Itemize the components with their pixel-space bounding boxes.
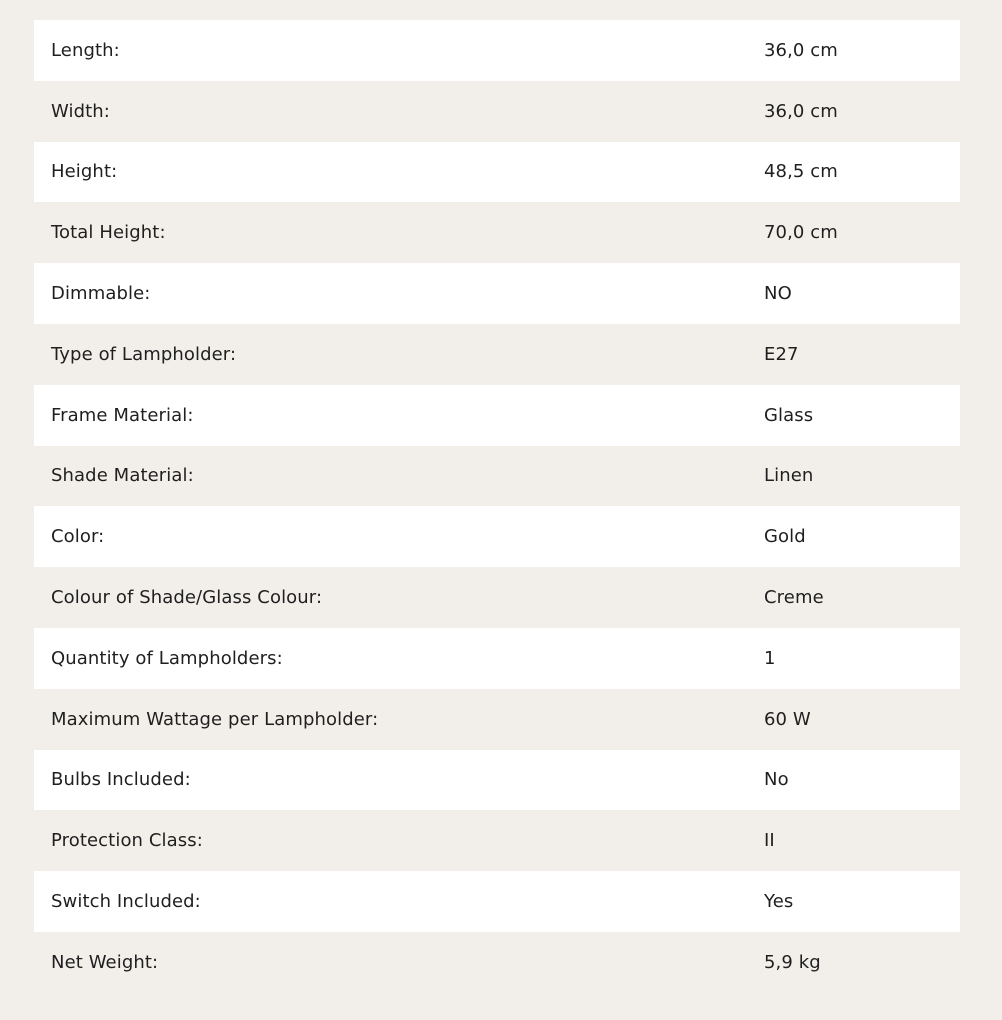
spec-value: Gold (764, 526, 806, 548)
spec-row-frame-material (34, 385, 960, 446)
spec-value: II (764, 830, 775, 852)
spec-row-dimmable (34, 263, 960, 324)
spec-row-switch-included (34, 871, 960, 932)
spec-label: Colour of Shade/Glass Colour: (51, 587, 323, 609)
spec-label: Length: (51, 39, 120, 61)
spec-table (34, 20, 960, 993)
spec-row-net-weight (34, 932, 960, 993)
spec-label: Switch Included: (51, 891, 201, 913)
spec-label: Shade Material: (51, 465, 194, 487)
spec-value: E27 (764, 343, 799, 365)
spec-value: Linen (764, 465, 814, 487)
spec-row-shade-colour (34, 567, 960, 628)
spec-row-length (34, 20, 960, 81)
spec-row-total-height (34, 202, 960, 263)
spec-row-width (34, 81, 960, 142)
spec-label: Net Weight: (51, 951, 159, 973)
spec-value: 36,0 cm (764, 100, 838, 122)
spec-row-color (34, 506, 960, 567)
spec-value: Creme (764, 587, 824, 609)
spec-value: 1 (764, 647, 776, 669)
spec-label: Bulbs Included: (51, 769, 191, 791)
spec-value: 70,0 cm (764, 222, 838, 244)
spec-label: Total Height: (51, 222, 166, 244)
spec-label: Protection Class: (51, 830, 203, 852)
spec-row-max-wattage (34, 689, 960, 750)
spec-row-lampholder-quantity (34, 628, 960, 689)
spec-row-shade-material (34, 446, 960, 507)
spec-value: NO (764, 283, 792, 305)
spec-label: Maximum Wattage per Lampholder: (51, 708, 379, 730)
spec-value: 48,5 cm (764, 161, 838, 183)
spec-value: Glass (764, 404, 814, 426)
spec-value: Yes (764, 891, 794, 913)
spec-value: 5,9 kg (764, 951, 821, 973)
spec-value: 60 W (764, 708, 811, 730)
spec-label: Frame Material: (51, 404, 194, 426)
spec-row-protection-class (34, 810, 960, 871)
spec-label: Quantity of Lampholders: (51, 647, 283, 669)
spec-label: Color: (51, 526, 105, 548)
spec-label: Width: (51, 100, 110, 122)
spec-row-height (34, 142, 960, 203)
spec-value: 36,0 cm (764, 39, 838, 61)
spec-label: Height: (51, 161, 118, 183)
spec-label: Dimmable: (51, 283, 151, 305)
spec-row-lampholder-type (34, 324, 960, 385)
spec-value: No (764, 769, 789, 791)
spec-label: Type of Lampholder: (51, 343, 237, 365)
spec-row-bulbs-included (34, 750, 960, 811)
